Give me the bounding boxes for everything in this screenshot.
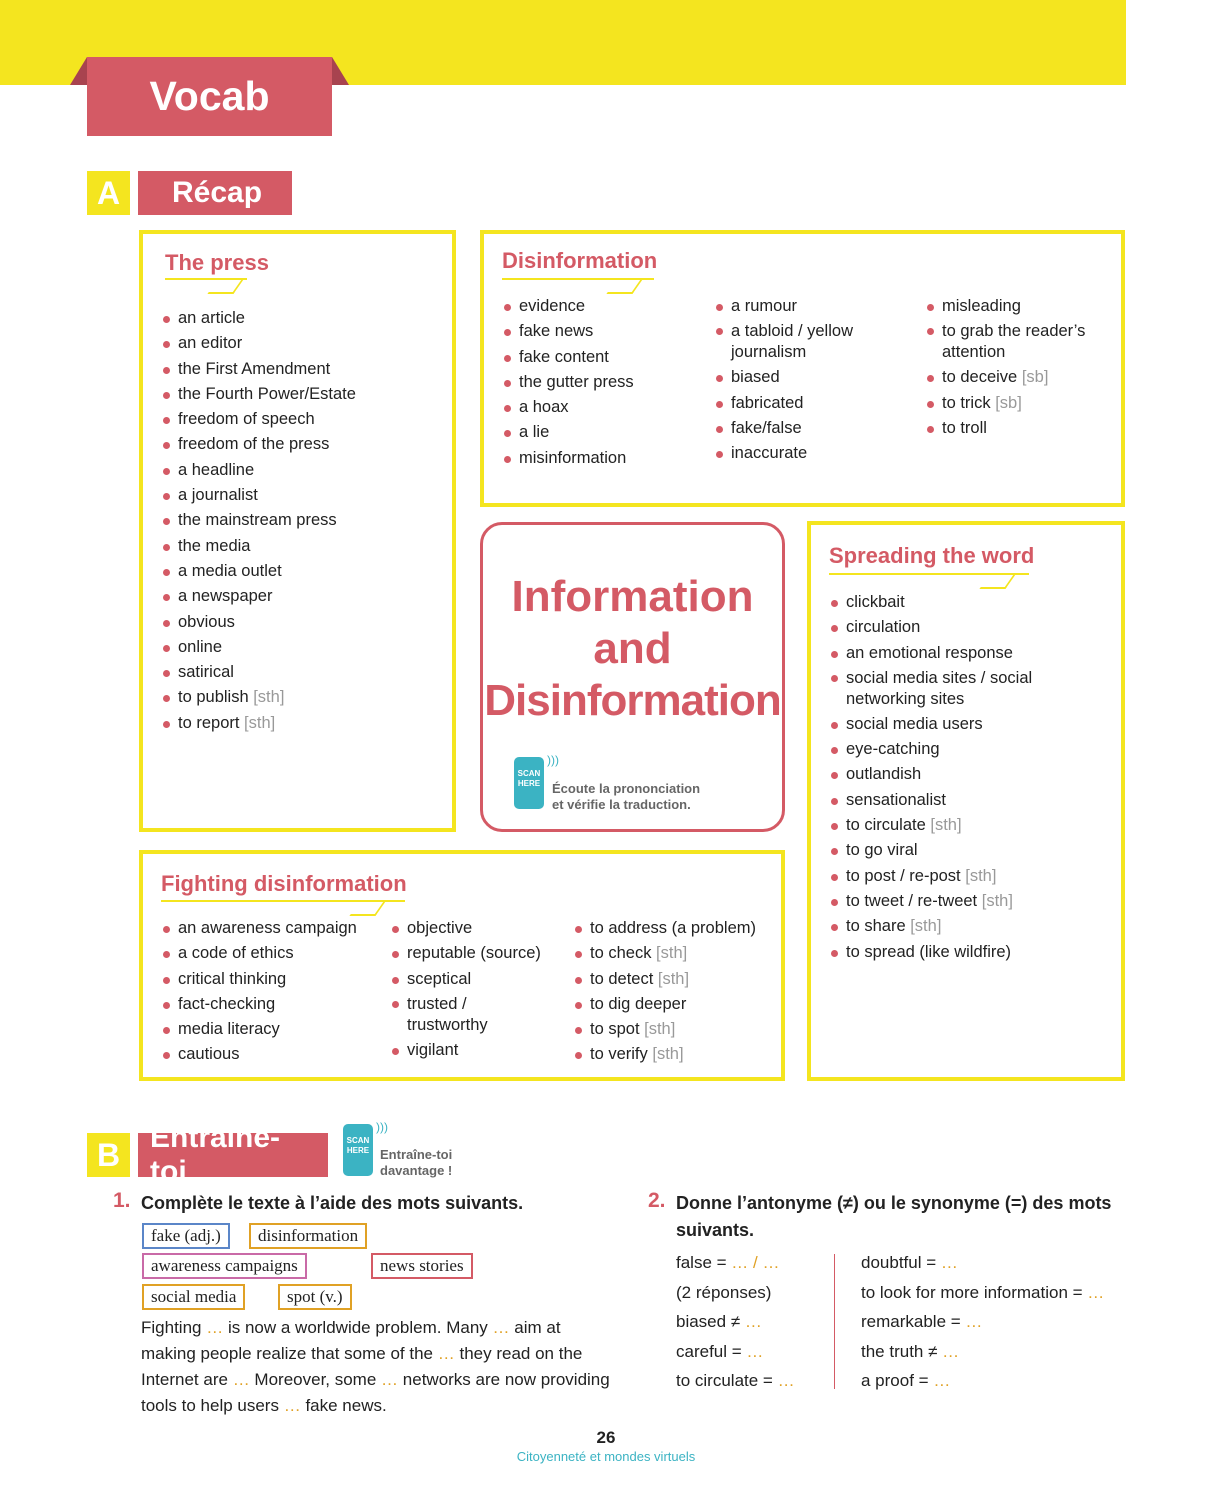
spreading-list-item: eye-catching bbox=[831, 737, 1056, 762]
ex2-left-row bbox=[676, 1337, 795, 1367]
scan-label-b-2: HERE bbox=[346, 1146, 370, 1155]
fighting-title: Fighting disinformation bbox=[161, 871, 407, 896]
press-list-item: online bbox=[163, 635, 356, 660]
para-seg: networks are now providing tools to help users bbox=[141, 1370, 610, 1415]
press-list-item: to report [sth] bbox=[163, 711, 356, 736]
scan-label-b-1: SCAN bbox=[346, 1136, 370, 1145]
fighting-col-3-item: to check [sth] bbox=[575, 941, 756, 966]
fighting-col-1-item: critical thinking bbox=[163, 967, 357, 992]
fighting-col-1-item: media literacy bbox=[163, 1017, 357, 1042]
disinformation-col-2-item: inaccurate bbox=[716, 441, 891, 466]
word-chip-awareness-campaigns: awareness campaigns bbox=[142, 1253, 307, 1279]
disinformation-col-3 bbox=[927, 294, 1107, 441]
scan-instruction-line-2: et vérifie la traduction. bbox=[552, 797, 691, 812]
fighting-col-1-item: an awareness campaign bbox=[163, 916, 357, 941]
blank-3[interactable]: … bbox=[437, 1344, 455, 1363]
ex2-left-row bbox=[676, 1278, 795, 1308]
press-list-item: the First Amendment bbox=[163, 357, 356, 382]
signal-waves-icon: ))) bbox=[547, 753, 559, 767]
press-list-item: a media outlet bbox=[163, 559, 356, 584]
fighting-col-2-item: objective bbox=[392, 916, 541, 941]
spreading-box bbox=[807, 521, 1125, 1081]
vocab-title: Vocab bbox=[87, 57, 332, 136]
para-seg: Fighting bbox=[141, 1318, 202, 1337]
ex2-right-blank[interactable]: … bbox=[940, 1253, 958, 1272]
para-seg: is now a worldwide problem. Many bbox=[227, 1318, 488, 1337]
ex2-left-row bbox=[676, 1248, 795, 1278]
blank-1[interactable]: … bbox=[206, 1318, 224, 1337]
ex2-right-label: doubtful = bbox=[861, 1253, 941, 1272]
spreading-list-item: to share [sth] bbox=[831, 914, 1056, 939]
disinformation-title-flourish bbox=[606, 278, 643, 294]
ex2-left-label: careful = bbox=[676, 1341, 747, 1361]
press-list-item: a journalist bbox=[163, 483, 356, 508]
fighting-col-3-item: to detect [sth] bbox=[575, 967, 756, 992]
press-list-item: satirical bbox=[163, 660, 356, 685]
disinformation-col-1-item: fake content bbox=[504, 345, 634, 370]
ex2-left-blank[interactable]: … bbox=[746, 1341, 764, 1361]
spreading-list-item: to go viral bbox=[831, 838, 1056, 863]
fighting-col-2-item: reputable (source) bbox=[392, 941, 541, 966]
fighting-col-1 bbox=[163, 916, 357, 1068]
spreading-title: Spreading the word bbox=[829, 543, 1035, 568]
disinformation-box bbox=[480, 230, 1125, 507]
disinformation-col-1-item: a hoax bbox=[504, 395, 634, 420]
ex2-left-blank[interactable]: … / … bbox=[731, 1253, 780, 1272]
ex2-right-row bbox=[861, 1278, 1104, 1308]
signal-waves-icon-b: ))) bbox=[376, 1120, 388, 1134]
chapter-subtitle: Citoyenneté et mondes virtuels bbox=[516, 1449, 696, 1464]
fighting-col-1-item: a code of ethics bbox=[163, 941, 357, 966]
ribbon-fold-left bbox=[70, 57, 87, 85]
press-list-item: freedom of speech bbox=[163, 407, 356, 432]
press-list-item: the media bbox=[163, 534, 356, 559]
press-list-item: a newspaper bbox=[163, 584, 356, 609]
ex2-left-row bbox=[676, 1366, 795, 1396]
ex2-right-label: a proof = bbox=[861, 1371, 934, 1390]
exercise-2-instruction bbox=[676, 1190, 1111, 1244]
section-a-letter: A bbox=[87, 171, 130, 215]
disinformation-col-3-item: misleading bbox=[927, 294, 1107, 319]
para-seg: they read on the Internet are bbox=[141, 1344, 583, 1389]
word-chip-spot: spot (v.) bbox=[278, 1284, 352, 1310]
fighting-col-2 bbox=[392, 916, 541, 1063]
spreading-list-item: social media sites / social networking sites bbox=[831, 666, 1056, 712]
page-number: 26 bbox=[596, 1428, 616, 1447]
fighting-col-2-item: vigilant bbox=[392, 1038, 541, 1063]
exercise-2-left-column bbox=[676, 1248, 795, 1396]
blank-6[interactable]: … bbox=[283, 1396, 301, 1415]
exercise-2-right-column bbox=[861, 1248, 1104, 1396]
ex2-left-row bbox=[676, 1307, 795, 1337]
press-list-item: a headline bbox=[163, 458, 356, 483]
press-list-item: an editor bbox=[163, 331, 356, 356]
scan-instruction-b-line-2: davantage ! bbox=[380, 1163, 453, 1178]
scan-label-2: HERE bbox=[517, 779, 541, 788]
press-list-item: the mainstream press bbox=[163, 508, 356, 533]
spreading-list-item: circulation bbox=[831, 615, 1056, 640]
fighting-title-flourish bbox=[349, 900, 386, 916]
scan-instruction bbox=[552, 781, 700, 813]
ribbon-fold-right bbox=[332, 57, 349, 85]
fighting-col-3-item: to spot [sth] bbox=[575, 1017, 756, 1042]
scan-here-phone-icon-b[interactable] bbox=[343, 1124, 373, 1176]
press-title: The press bbox=[165, 250, 269, 275]
exercise-1-paragraph bbox=[141, 1315, 611, 1419]
spreading-list-item: an emotional response bbox=[831, 641, 1056, 666]
word-chip-disinformation: disinformation bbox=[249, 1223, 367, 1249]
ex2-right-row bbox=[861, 1307, 1104, 1337]
ex2-left-label: biased ≠ bbox=[676, 1312, 745, 1331]
ex2-left-blank[interactable]: … bbox=[744, 1312, 762, 1331]
disinformation-col-1-item: misinformation bbox=[504, 446, 634, 471]
section-b-title: Entraîne-toi bbox=[138, 1133, 328, 1177]
disinformation-col-2 bbox=[716, 294, 891, 466]
word-chip-social-media: social media bbox=[142, 1284, 245, 1310]
scan-label-1: SCAN bbox=[517, 769, 541, 778]
scan-instruction-b-line-1: Entraîne-toi bbox=[380, 1147, 453, 1162]
scan-instruction-line-1: Écoute la prononciation bbox=[552, 781, 701, 796]
disinformation-col-3-item: to deceive [sb] bbox=[927, 365, 1107, 390]
scan-instruction-b bbox=[380, 1147, 452, 1179]
press-list bbox=[163, 306, 356, 736]
ex2-left-label: to circulate = bbox=[676, 1371, 778, 1390]
disinformation-col-1-item: a lie bbox=[504, 420, 634, 445]
exercise-2-divider bbox=[834, 1254, 835, 1389]
ex2-right-row bbox=[861, 1248, 1104, 1278]
disinformation-col-2-item: a rumour bbox=[716, 294, 891, 319]
spreading-list-item: to post / re-post [sth] bbox=[831, 864, 1056, 889]
disinformation-col-2-item: fabricated bbox=[716, 391, 891, 416]
press-list-item: the Fourth Power/Estate bbox=[163, 382, 356, 407]
disinformation-col-1-item: evidence bbox=[504, 294, 634, 319]
word-chip-news-stories: news stories bbox=[371, 1253, 473, 1279]
center-title-box bbox=[480, 522, 785, 832]
exercise-2-instruction-line-2: suivants. bbox=[676, 1220, 755, 1240]
fighting-col-3-item: to dig deeper bbox=[575, 992, 756, 1017]
spreading-list-item: clickbait bbox=[831, 590, 1056, 615]
disinformation-col-1 bbox=[504, 294, 634, 471]
para-seg: aim at making people realize that some of the bbox=[141, 1318, 561, 1363]
fighting-col-3-item: to address (a problem) bbox=[575, 916, 756, 941]
exercise-2-instruction-line-1: Donne l’antonyme (≠) ou le synonyme (=) des mots bbox=[676, 1193, 1112, 1213]
fighting-col-2-item: trusted / trustworthy bbox=[392, 992, 517, 1038]
exercise-2-number: 2. bbox=[648, 1189, 666, 1212]
press-box bbox=[139, 230, 456, 832]
exercise-1-number: 1. bbox=[113, 1189, 131, 1212]
ex2-right-label: the truth ≠ bbox=[861, 1341, 943, 1361]
exercise-1-instruction: Complète le texte à l’aide des mots suivants. bbox=[141, 1193, 524, 1213]
center-title bbox=[483, 571, 782, 727]
fighting-col-3 bbox=[575, 916, 756, 1068]
spreading-list-item: to spread (like wildfire) bbox=[831, 940, 1056, 965]
ex2-right-blank[interactable]: … bbox=[942, 1341, 960, 1361]
disinformation-col-3-item: to grab the reader’s attention bbox=[927, 319, 1107, 365]
disinformation-col-3-item: to troll bbox=[927, 416, 1107, 441]
disinformation-col-1-item: fake news bbox=[504, 319, 634, 344]
ex2-right-row bbox=[861, 1366, 1104, 1396]
disinformation-col-3-item: to trick [sb] bbox=[927, 391, 1107, 416]
para-seg: Moreover, some bbox=[254, 1370, 377, 1389]
disinformation-col-1-item: the gutter press bbox=[504, 370, 634, 395]
center-title-line-2: and bbox=[593, 624, 672, 673]
ex2-right-row bbox=[861, 1337, 1104, 1367]
ex2-left-label: (2 réponses) bbox=[676, 1282, 772, 1302]
section-a-title: Récap bbox=[138, 171, 292, 215]
spreading-list bbox=[831, 590, 1056, 965]
blank-5[interactable]: … bbox=[381, 1370, 399, 1389]
press-list-item: an article bbox=[163, 306, 356, 331]
section-b-letter: B bbox=[87, 1133, 130, 1177]
fighting-col-3-item: to verify [sth] bbox=[575, 1042, 756, 1067]
fighting-col-2-item: sceptical bbox=[392, 967, 541, 992]
press-list-item: to publish [sth] bbox=[163, 685, 356, 710]
para-seg: fake news. bbox=[305, 1396, 387, 1415]
blank-4[interactable]: … bbox=[232, 1370, 250, 1389]
fighting-col-1-item: fact-checking bbox=[163, 992, 357, 1017]
ex2-right-blank[interactable]: … bbox=[965, 1312, 983, 1331]
fighting-box bbox=[139, 850, 785, 1081]
ex2-right-label: remarkable = bbox=[861, 1312, 966, 1331]
scan-here-phone-icon[interactable] bbox=[514, 757, 544, 809]
blank-2[interactable]: … bbox=[492, 1318, 510, 1337]
press-title-flourish bbox=[207, 278, 244, 294]
ex2-right-blank[interactable]: … bbox=[1087, 1282, 1105, 1302]
spreading-list-item: outlandish bbox=[831, 762, 1056, 787]
disinformation-col-2-item: biased bbox=[716, 365, 891, 390]
center-title-line-3: Disinformation bbox=[484, 676, 781, 725]
spreading-list-item: to tweet / re-tweet [sth] bbox=[831, 889, 1056, 914]
center-title-line-1: Information bbox=[511, 572, 754, 621]
ex2-right-label: to look for more information = bbox=[861, 1282, 1088, 1302]
disinformation-col-2-item: fake/false bbox=[716, 416, 891, 441]
ex2-left-blank[interactable]: … bbox=[777, 1371, 795, 1390]
spreading-list-item: sensationalist bbox=[831, 788, 1056, 813]
ex2-right-blank[interactable]: … bbox=[933, 1371, 951, 1390]
disinformation-title: Disinformation bbox=[502, 248, 658, 273]
spreading-list-item: social media users bbox=[831, 712, 1056, 737]
fighting-col-1-item: cautious bbox=[163, 1042, 357, 1067]
word-chip-fake: fake (adj.) bbox=[142, 1223, 230, 1249]
press-list-item: freedom of the press bbox=[163, 432, 356, 457]
spreading-title-flourish bbox=[979, 573, 1016, 589]
ex2-left-label: false = bbox=[676, 1253, 732, 1272]
disinformation-col-2-item: a tabloid / yellow journalism bbox=[716, 319, 891, 365]
spreading-list-item: to circulate [sth] bbox=[831, 813, 1056, 838]
press-list-item: obvious bbox=[163, 610, 356, 635]
